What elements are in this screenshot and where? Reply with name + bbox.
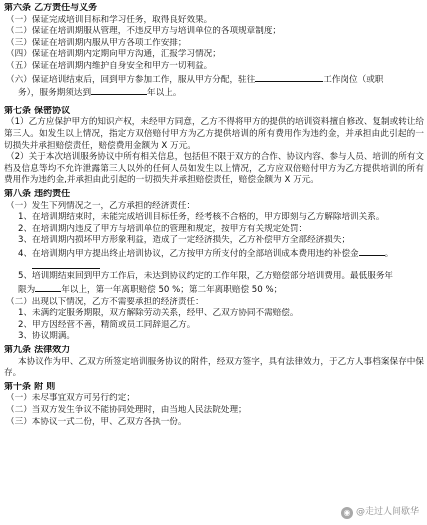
article6-item6-line2-a: 务），服务期须达到 [18, 88, 92, 99]
article8-list1-item-4-cont [4, 260, 424, 271]
post-blank [255, 73, 323, 82]
article6-item-6-cont [4, 86, 424, 100]
article6-item-5: （五）保证在培训期内维护自身安全和甲方一切利益。 [6, 60, 213, 71]
article10-item-2: （二）当双方发生争议不能协同处理时，由当地人民法院处理； [6, 405, 247, 415]
article8-item4-tail: 。 [384, 248, 394, 259]
article8-sub-2: （二）出现以下情况，乙方不需要承担的经济责任： [6, 296, 204, 307]
document-page [4, 1, 424, 428]
article7-heading: 第七条 保密协议 [4, 105, 71, 116]
watermark [341, 507, 419, 519]
article9-para: 本协议作为甲、乙双方所签定培训服务协议的附件，经双方签字，具有法律效力，于乙方人事档案保存中保存。 [4, 356, 424, 379]
min-years-blank [35, 283, 61, 292]
article8-list1-item-3: 3、在培训期内损坏甲方形象利益，造成了一定经济损失，乙方补偿甲方全部经济损失； [18, 235, 351, 246]
article8-list2-item-3: 3、协议期满。 [18, 331, 76, 342]
article6-item6-text-a: （六）保证培训结束后，回到甲方参加工作，服从甲方分配，驻往 [6, 74, 256, 85]
article7-para-2: （2）关于本次培训服务协议中所有相关信息，包括但不限于双方的合作、协议内容、参与人员、培训的所有文档及信息等均不允许泄露第三人以外的任何人员如发生以上情况，乙方应双倍赔付甲方为乙方提供培训的所有费用作为违约金,并承担由此引起的一切损失并承担赔偿责任，赔偿金额为 X 万元。 [4, 152, 424, 186]
service-years-blank [91, 86, 147, 95]
article9-heading: 第九条 法律效力 [4, 345, 71, 356]
article8-sub-1: （一）发生下列情况之一，乙方承担的经济责任： [6, 200, 196, 211]
article6-item6-line2-b: 年以上。 [147, 88, 182, 99]
article8-list1-item-5: 5、培训期结束回到甲方工作后，未达到协议约定的工作年限，乙方赔偿部分培训费用。最低服务年 [18, 271, 394, 282]
compensation-blank [359, 247, 385, 256]
article10-heading: 第十条 附 则 [4, 381, 56, 392]
compensation-blank-2 [32, 260, 100, 269]
watermark-text: @走过人间歇华 [355, 507, 419, 518]
article6-heading: 第六条 乙方责任与义务 [4, 3, 98, 13]
article8-list1-item-2: 2、在培训期内违反了甲方与培训单位的管理和规定，按甲方有关规定处罚： [18, 223, 308, 234]
article8-list1-item-1: 1、在培训期结束时，未能完成培训目标任务，经考核不合格的，甲方即刻与乙方解除培训关系。 [18, 212, 385, 223]
article8-list2-item-1: 1、未满约定服务期限，双方解除劳动关系，经甲、乙双方协同不需赔偿。 [18, 308, 299, 319]
watermark-logo-icon: ◉ [341, 507, 353, 519]
article6-item-1: （一）保证完成培训目标和学习任务，取得良好效果。 [6, 14, 213, 25]
article10-item-1: （一）未尽事宜双方可另行约定； [6, 393, 135, 404]
article8-list1-item-4 [4, 247, 424, 261]
article7-para-1: （1）乙方应保护甲方的知识产权，未经甲方同意，乙方不得将甲方的提供的培训资料擅自修改、复制或转让给第三人。如发生以上情况，指定方双倍赔付甲方为乙方提供培训的所有费用作为违约金，并承担由此引起的一切损失并承担赔偿责任，赔偿费用金额为 X 万元。 [4, 117, 424, 151]
article8-list2-item-2: 2、甲方因经营不善，精简或员工同辞退乙方。 [18, 319, 196, 330]
article8-item5-a: 限为 [18, 285, 36, 296]
article6-item-3: （三）保证在培训期内服从甲方各项工作安排； [6, 37, 187, 48]
article8-list1-item-5-cont [4, 283, 424, 297]
article10-item-3: （三）本协议一式二份，甲、乙双方各执一份。 [6, 416, 187, 427]
article6-item-6 [4, 73, 424, 87]
article6-item-4: （四）保证在培训期内定期向甲方沟通，汇报学习情况； [6, 49, 221, 60]
article8-heading: 第八条 违约责任 [4, 188, 71, 199]
article8-item4-text: 4、在培训期内甲方提出终止培训协议，乙方按甲方所支付的全部培训成本费用违约补偿金 [18, 248, 359, 259]
article8-item5-b: 年以上，第一年离职赔偿 50 %；第二年离职赔偿 50 %； [61, 285, 283, 296]
article6-item-2: （二）保证在培训期服从管理，不违反甲方与培训单位的各项规章制度； [6, 26, 282, 37]
article6-item6-text-b: 工作岗位（或职 [323, 74, 384, 85]
